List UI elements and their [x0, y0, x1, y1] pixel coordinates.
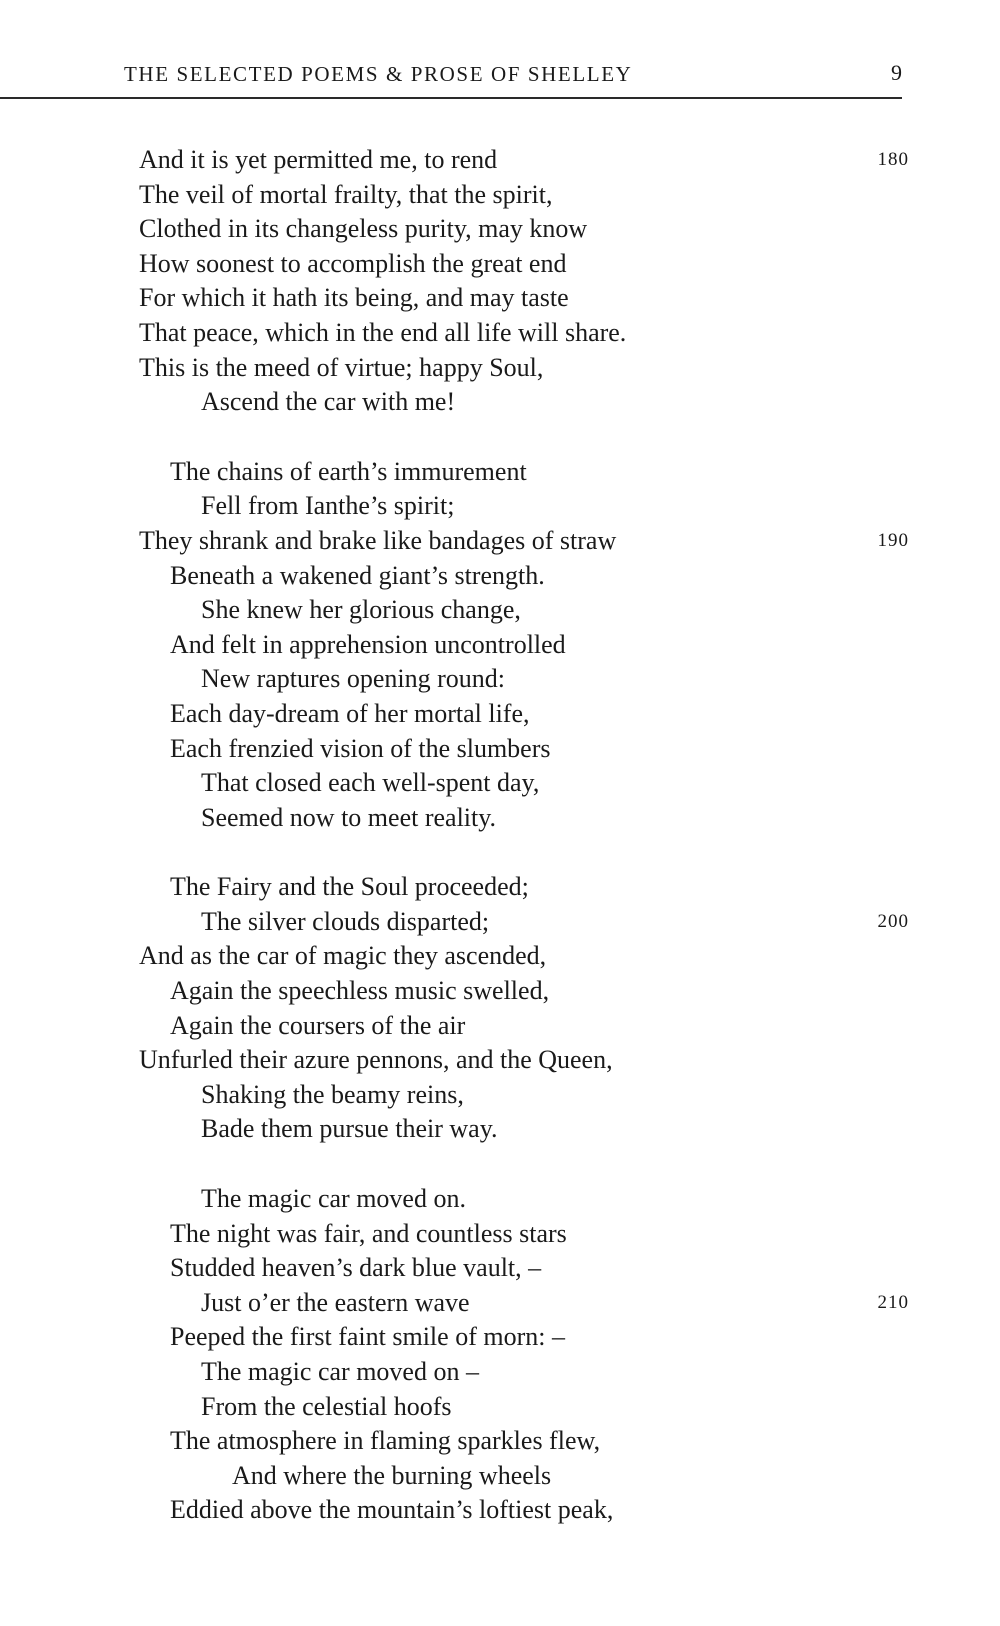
- poem-body: [139, 143, 909, 1528]
- poem-line: [139, 281, 909, 316]
- line-number: 210: [877, 1291, 909, 1313]
- poem-line: [139, 143, 909, 178]
- poem-line-text: She knew her glorious change,: [201, 595, 521, 625]
- poem-line-text: The veil of mortal frailty, that the spirit,: [139, 179, 553, 209]
- line-number: 190: [877, 529, 909, 551]
- poem-line: [139, 1355, 909, 1390]
- poem-line: [139, 766, 909, 801]
- running-head: THE SELECTED POEMS & PROSE OF SHELLEY: [124, 62, 633, 86]
- poem-line-text: New raptures opening round:: [201, 664, 505, 694]
- poem-line: [139, 732, 909, 767]
- poem-line: [139, 247, 909, 282]
- poem-line-text: Again the coursers of the air: [170, 1010, 466, 1040]
- poem-line-text: They shrank and brake like bandages of straw: [139, 525, 617, 555]
- poem-line-text: That peace, which in the end all life will share.: [139, 317, 627, 347]
- poem-line-text: From the celestial hoofs: [201, 1391, 452, 1421]
- poem-line: [139, 1251, 909, 1286]
- header-rule: [0, 97, 902, 99]
- line-number: 200: [877, 910, 909, 932]
- poem-line-text: Studded heaven’s dark blue vault, –: [170, 1253, 542, 1283]
- poem-line-text: Again the speechless music swelled,: [170, 976, 550, 1006]
- stanza: [139, 455, 909, 836]
- poem-line-text: Just o’er the eastern wave: [201, 1287, 470, 1317]
- poem-line: [139, 801, 909, 836]
- poem-line-text: Each frenzied vision of the slumbers: [170, 733, 551, 763]
- poem-line-text: And felt in apprehension uncontrolled: [170, 629, 566, 659]
- poem-line-text: Bade them pursue their way.: [201, 1114, 498, 1144]
- poem-line: [139, 351, 909, 386]
- poem-line-text: Seemed now to meet reality.: [201, 802, 497, 832]
- poem-line: [139, 212, 909, 247]
- poem-line-text: This is the meed of virtue; happy Soul,: [139, 352, 544, 382]
- poem-line-text: And where the burning wheels: [232, 1460, 552, 1490]
- poem-line: [139, 662, 909, 697]
- poem-line-text: Ascend the car with me!: [201, 387, 456, 417]
- poem-line: [139, 1078, 909, 1113]
- poem-line-text: Beneath a wakened giant’s strength.: [170, 560, 545, 590]
- poem-line-text: Unfurled their azure pennons, and the Queen,: [139, 1045, 613, 1075]
- poem-line-text: The magic car moved on.: [201, 1184, 466, 1214]
- poem-line: [139, 1217, 909, 1252]
- poem-line-text: And it is yet permitted me, to rend: [139, 145, 498, 174]
- poem-line: [139, 1286, 909, 1321]
- poem-line-text: And as the car of magic they ascended,: [139, 941, 547, 971]
- poem-line-text: Clothed in its changeless purity, may know: [139, 214, 588, 244]
- poem-line: [139, 974, 909, 1009]
- poem-line-text: Eddied above the mountain’s loftiest peak,: [170, 1495, 614, 1525]
- poem-line: [139, 1009, 909, 1044]
- poem-line: [139, 939, 909, 974]
- poem-line-text: That closed each well-spent day,: [201, 768, 540, 798]
- poem-line: [139, 1043, 909, 1078]
- poem-line: [139, 1182, 909, 1217]
- poem-line: [139, 178, 909, 213]
- poem-line: [139, 697, 909, 732]
- poem-line-text: The magic car moved on –: [201, 1357, 479, 1386]
- poem-line-text: The Fairy and the Soul proceeded;: [170, 872, 529, 902]
- stanza: [139, 870, 909, 1147]
- poem-line: [139, 1493, 909, 1528]
- poem-line: [139, 559, 909, 594]
- line-number: 180: [877, 149, 909, 170]
- poem-line: [139, 1320, 909, 1355]
- poem-line: [139, 1424, 909, 1459]
- poem-line-text: Fell from Ianthe’s spirit;: [201, 491, 455, 521]
- poem-line: [139, 489, 909, 524]
- poem-line-text: The chains of earth’s immurement: [170, 456, 527, 486]
- poem-line-text: Peeped the first faint smile of morn: –: [170, 1322, 565, 1352]
- poem-line: [139, 385, 909, 420]
- poem-line: [139, 593, 909, 628]
- poem-line-text: Each day-dream of her mortal life,: [170, 698, 530, 728]
- stanza: [139, 143, 909, 420]
- poem-line-text: The silver clouds disparted;: [201, 906, 490, 936]
- stanza: [139, 1182, 909, 1528]
- poem-line: [139, 1112, 909, 1147]
- page-number: 9: [891, 60, 902, 85]
- poem-line: [139, 870, 909, 905]
- poem-line-text: How soonest to accomplish the great end: [139, 248, 567, 278]
- poem-line-text: The night was fair, and countless stars: [170, 1218, 567, 1248]
- poem-line-text: The atmosphere in flaming sparkles flew,: [170, 1426, 601, 1456]
- poem-line: [139, 455, 909, 490]
- poem-line: [139, 1390, 909, 1425]
- poem-line-text: Shaking the beamy reins,: [201, 1079, 464, 1109]
- poem-line: [139, 524, 909, 559]
- poem-line: [139, 628, 909, 663]
- poem-line-text: For which it hath its being, and may taste: [139, 283, 569, 313]
- poem-line: [139, 316, 909, 351]
- poem-line: [139, 1459, 909, 1494]
- poem-line: [139, 905, 909, 940]
